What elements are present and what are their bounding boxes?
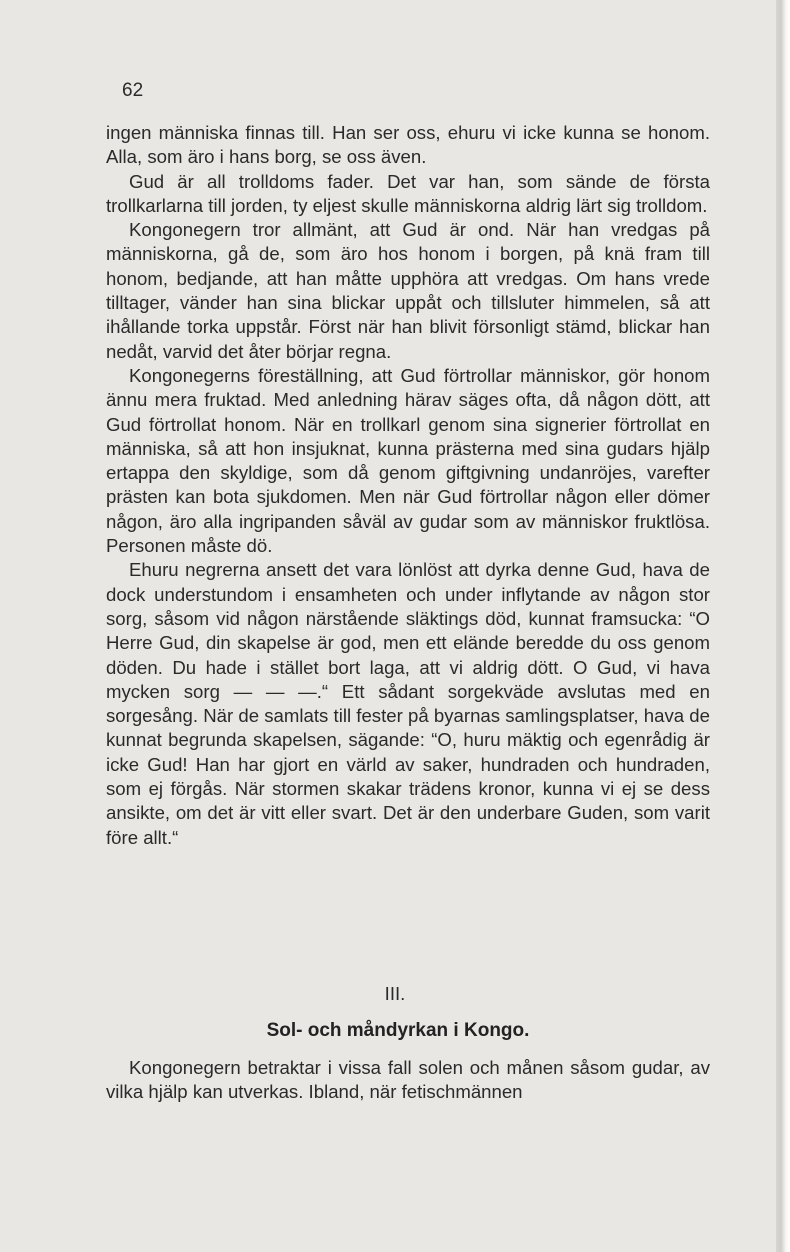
paragraph-4: Kongonegerns föreställning, att Gud förtrollar människor, gör honom ännu mera fruktad. Med anledning härav säges ofta, då någon dött, att Gud förtrollat honom. När en trollkarl genom sina signerier förtrollat en människa, så att hon insjuknat, kunna prästerna med sina gudars hjälp ertappa den skyldige, som då genom giftgivning undanröjes, varefter prästen kan bota sjukdomen. Men när Gud förtrollar någon eller dömer någon, äro alla ingripanden såväl av gudar som av människor fruktlösa. Personen måste dö. (106, 364, 710, 557)
section-paragraph-1: Kongonegern betraktar i vissa fall solen och månen såsom gudar, av vilka hjälp kan utverkas. Ibland, när fetischmännen (106, 1057, 710, 1103)
paragraph-2: Gud är all trolldoms fader. Det var han, som sände de första trollkarlarna till jorden, ty eljest skulle människorna aldrig lärt sig trolldom. (106, 170, 710, 216)
paragraph-5: Ehuru negrerna ansett det vara lönlöst att dyrka denne Gud, hava de dock understundom i ensamheten och under inflytande av någon stor sorg, såsom vid någon närstående släktings död, kunnat framsucka: “O Herre Gud, din skapelse är god, men ett elände beredde du oss genom döden. Du hade i stället bort laga, att vi aldrig dött. O Gud, vi hava mycken sorg — — —.“ Ett sådant sorgekväde avslutas med en sorgesång. När de samlats till fester på byarnas samlingsplatser, hava de kunnat begrunda skapelsen, sägande: “O, huru mäktig och egenrådig är icke Gud! Han har gjort en värld av saker, hundraden och hundraden, som ej förgås. När stormen skakar trädens kronor, kunna vi ej se dess ansikte, om det är vitt eller svart. Det är den underbare Guden, som varit före allt.“ (106, 559, 710, 848)
section-heading: Sol- och måndyrkan i Kongo. (266, 1020, 530, 1041)
section-number: III. (384, 983, 406, 1004)
section-body-text (106, 1056, 710, 1105)
paragraph-3: Kongonegern tror allmänt, att Gud är ond. När han vredgas på människorna, gå de, som äro hos honom i borgen, på knä fram till honom, bedjande, att han måtte upphöra att vredgas. Om hans vrede tilltager, vänder han sina blickar uppåt och tillsluter himmelen, så att ihållande torka uppstår. Först när han blivit försonligt stämd, blickar han nedåt, varvid det åter börjar regna. (106, 219, 710, 362)
page-number: 62 (122, 80, 144, 101)
paragraph-1: ingen människa finnas till. Han ser oss, ehuru vi icke kunna se honom. Alla, som äro i hans borg, se oss även. (106, 122, 710, 168)
page-edge (776, 0, 790, 1252)
body-text (106, 121, 710, 850)
